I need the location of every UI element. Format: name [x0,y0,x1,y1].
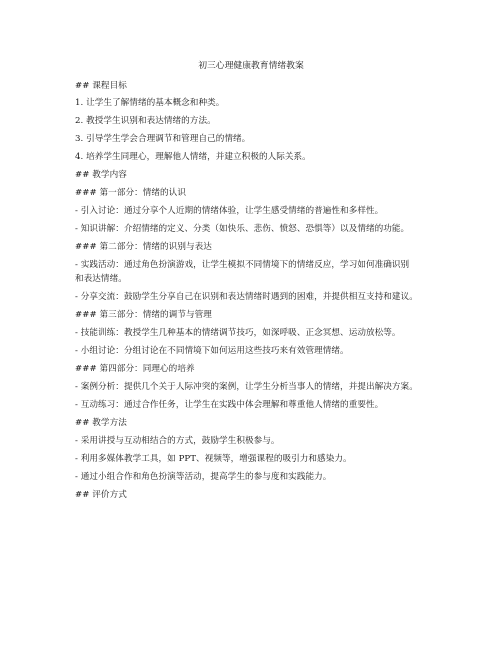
subheading-part-2: ### 第二部分：情绪的识别与表达 [75,242,212,252]
heading-teaching-content: ## 教学内容 [75,170,127,180]
list-item-continuation: 和表达情绪。 [75,274,127,284]
goal-item-4: 4. 培养学生同理心，理解他人情绪，并建立积极的人际关系。 [75,152,311,162]
list-item: - 实践活动：通过角色扮演游戏，让学生模拟不同情境下的情绪反应，学习如何准确识别 [75,260,410,270]
goal-item-2: 2. 教授学生识别和表达情绪的方法。 [75,116,216,126]
list-item: - 技能训练：教授学生几种基本的情绪调节技巧，如深呼吸、正念冥想、运动放松等。 [75,328,401,338]
list-item: - 互动练习：通过合作任务，让学生在实践中体会理解和尊重他人情绪的重要性。 [75,400,384,410]
heading-course-goals: ## 课程目标 [75,81,127,91]
list-item: - 引入讨论：通过分享个人近期的情绪体验，让学生感受情绪的普遍性和多样性。 [75,206,384,216]
heading-teaching-methods: ## 教学方法 [75,418,127,428]
list-item: - 知识讲解：介绍情绪的定义、分类（如快乐、悲伤、愤怒、恐惧等）以及情绪的功能。 [75,224,410,234]
list-item: - 案例分析：提供几个关于人际冲突的案例，让学生分析当事人的情绪，并提出解决方案。 [75,382,418,392]
list-item: - 通过小组合作和角色扮演等活动，提高学生的参与度和实践能力。 [75,472,332,482]
goal-item-3: 3. 引导学生学会合理调节和管理自己的情绪。 [75,134,251,144]
subheading-part-4: ### 第四部分：同理心的培养 [75,364,195,374]
heading-evaluation: ## 评价方式 [75,490,127,500]
list-item: - 利用多媒体教学工具，如 PPT、视频等，增强课程的吸引力和感染力。 [75,454,352,464]
document-title: 初三心理健康教育情绪教案 [198,61,304,71]
subheading-part-1: ### 第一部分：情绪的认识 [75,188,186,198]
list-item: - 小组讨论：分组讨论在不同情境下如何运用这些技巧来有效管理情绪。 [75,346,349,356]
goal-item-1: 1. 让学生了解情绪的基本概念和种类。 [75,98,225,108]
list-item: - 分享交流：鼓励学生分享自己在识别和表达情绪时遇到的困难，并提供相互支持和建议。 [75,292,418,302]
list-item: - 采用讲授与互动相结合的方式，鼓励学生积极参与。 [75,436,280,446]
subheading-part-3: ### 第三部分：情绪的调节与管理 [75,310,212,320]
